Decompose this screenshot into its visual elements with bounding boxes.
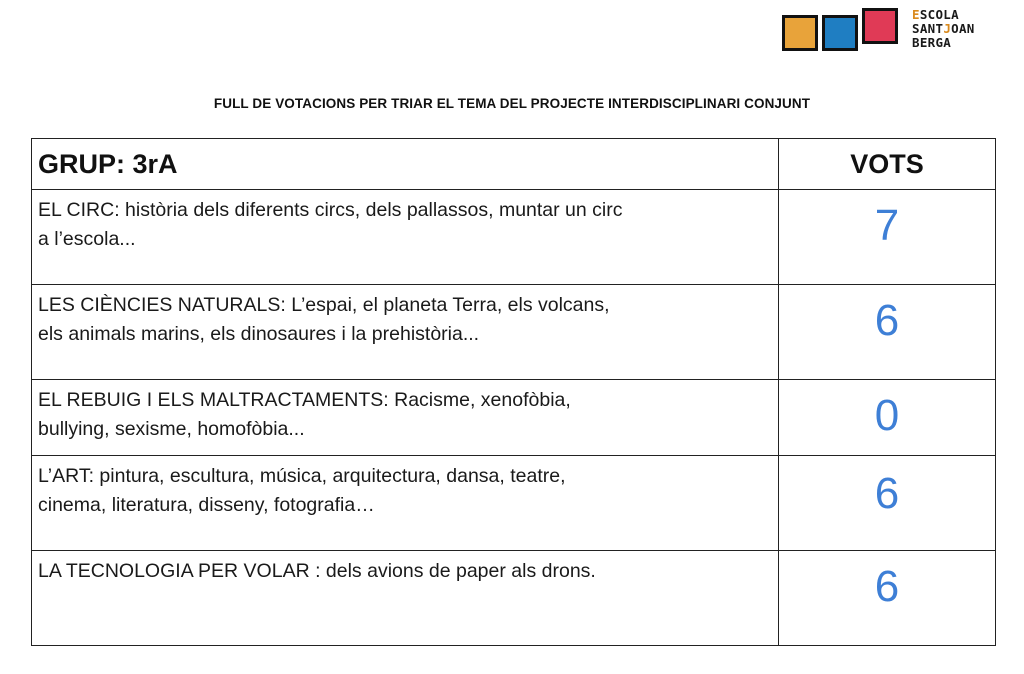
- logo-line-1-rest: SCOLA: [919, 7, 959, 22]
- logo-line-2: [912, 22, 975, 36]
- topic-cell: [32, 456, 779, 551]
- topic-cell: [32, 190, 779, 285]
- topic-line-1: EL REBUIG I ELS MALTRACTAMENTS: Racisme, xenofòbia,: [38, 389, 571, 411]
- votes-header: VOTS: [779, 139, 996, 190]
- topic-line-2: bullying, sexisme, homofòbia...: [38, 418, 305, 440]
- vote-count: 6: [779, 285, 996, 380]
- table-row: [32, 190, 996, 285]
- vote-count: 6: [779, 456, 996, 551]
- topic-line-2: cinema, literatura, disseny, fotografia…: [38, 494, 375, 516]
- vote-count: 7: [779, 190, 996, 285]
- topic-cell: [32, 285, 779, 380]
- topic-cell: [32, 380, 779, 456]
- school-logo: [780, 6, 1000, 54]
- logo-line-2-a: SANT: [912, 21, 944, 36]
- topic-line-1: EL CIRC: història dels diferents circs, dels pallassos, muntar un circ: [38, 199, 623, 221]
- logo-letter-e: E: [912, 7, 920, 22]
- topic-line-1: LES CIÈNCIES NATURALS: L’espai, el planeta Terra, els volcans,: [38, 294, 610, 316]
- topic-cell: [32, 551, 779, 646]
- vote-count: 0: [779, 380, 996, 456]
- vote-count: 6: [779, 551, 996, 646]
- group-header: GRUP: 3rA: [32, 139, 779, 190]
- table-row: [32, 380, 996, 456]
- logo-line-3: BERGA: [912, 35, 952, 50]
- topic-line-1: L’ART: pintura, escultura, música, arquitectura, dansa, teatre,: [38, 465, 566, 487]
- document-title: FULL DE VOTACIONS PER TRIAR EL TEMA DEL PROJECTE INTERDISCIPLINARI CONJUNT: [213, 96, 811, 111]
- logo-orange-square: [782, 15, 818, 51]
- logo-blue-square: [822, 15, 858, 51]
- table-row: [32, 456, 996, 551]
- table-row: [32, 285, 996, 380]
- topic-line-2: els animals marins, els dinosaures i la prehistòria...: [38, 323, 480, 345]
- logo-line-1: [912, 8, 975, 22]
- table-header-row: [32, 139, 996, 190]
- table-row: [32, 551, 996, 646]
- votes-table: [31, 138, 996, 646]
- logo-text: [912, 8, 975, 50]
- topic-line-2: a l’escola...: [38, 228, 136, 250]
- logo-red-square: [862, 8, 898, 44]
- logo-letter-j: J: [943, 21, 952, 36]
- logo-line-2-c: OAN: [951, 21, 975, 36]
- topic-line-1: LA TECNOLOGIA PER VOLAR : dels avions de paper als drons.: [38, 560, 596, 582]
